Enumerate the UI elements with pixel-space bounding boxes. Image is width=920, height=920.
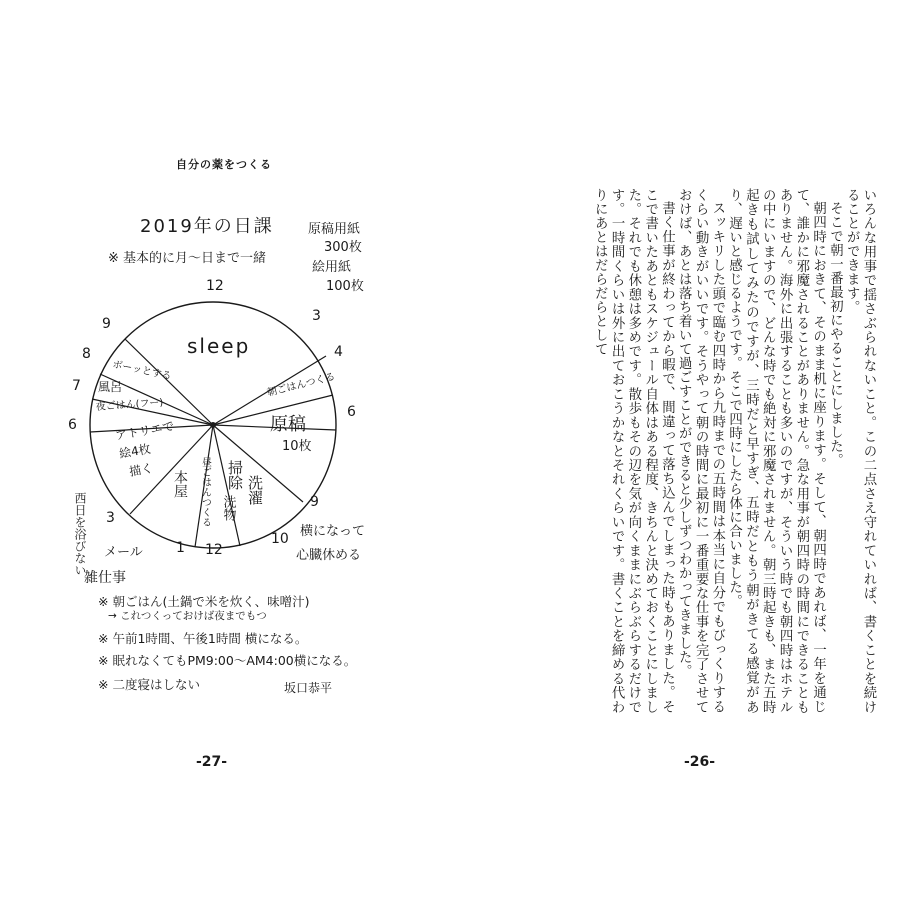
hour-label-10: 10 [271, 531, 289, 547]
note-1: ※ 朝ごはん(土鍋で米を炊く、味噌汁) [98, 594, 310, 609]
segment-bonyari: ボーッとする [111, 359, 173, 383]
body-text-vertical [590, 188, 876, 714]
running-head: 自分の薬をつくる [176, 158, 272, 171]
segment-atelier-3: 描く [128, 460, 155, 479]
quota-manuscript-label: 原稿用紙 [308, 222, 361, 237]
segment-afternoon: 西日を浴びない [73, 492, 87, 576]
hour-label-9-right: 9 [310, 494, 319, 510]
segment-sleep: sleep [187, 334, 251, 358]
hour-label-1: 1 [176, 540, 185, 556]
hour-label-6-right: 6 [347, 404, 356, 420]
quota-drawing-label: 絵用紙 [312, 260, 352, 275]
quota-manuscript-value: 300枚 [324, 240, 362, 255]
hour-label-8: 8 [82, 346, 91, 362]
page-number-26: -26- [684, 754, 716, 770]
segment-dinner: 夜ごはん(フー) [95, 397, 164, 413]
segment-cleaning-1: 掃除 [226, 460, 244, 490]
paragraph-3: 朝四時におきて、そのまま机に座ります。そして、朝四時であれば、一年を通じて、誰かに邪魔されることがありません。急な用事が朝四時の時間にできることもありません。海外に出張することも多いのですが、そういう時でも朝四時はホテルの中にいますので、どんな時でも絶対に邪魔されません。朝三時起きも、また五時起きも試してみたのですが、三時だと早すぎ、五時だともう朝がきてる感覚があり、遅いと感じるようです。そこで四時にしたら体に合いました。 [726, 188, 826, 714]
diagram-title: 2019年の日課 [140, 216, 274, 237]
daily-schedule-diagram [0, 0, 460, 720]
hour-label-3-lower: 3 [106, 510, 115, 526]
paragraph-4: スッキリした頭で臨む四時から九時までの五時間は本当に自分でもびっくりするくらい動きがいいです。そうやって朝の時間に最初に一番重要な仕事を完了させておけば、あとは落ち着いて過ごすことができると少しずつわかってきました。 [676, 188, 725, 714]
segment-atelier-2: 絵4枚 [118, 441, 152, 461]
segment-bath: 風呂 [98, 380, 123, 394]
segment-nap-2: 心臓休める [296, 548, 362, 563]
segment-cleaning-2: 洗濯 [246, 475, 264, 505]
hour-label-4: 4 [334, 344, 343, 360]
segment-misc: メール [104, 545, 143, 560]
quota-drawing-value: 100枚 [326, 279, 364, 294]
note-5: ※ 二度寝はしない [98, 677, 200, 692]
note-4: ※ 眠れなくてもPM9:00〜AM4:00横になる。 [98, 653, 357, 668]
segment-misc-2: 雑仕事 [84, 570, 126, 586]
segment-atelier-1: アトリエで [114, 418, 176, 443]
segment-breakfast: 朝ごはんつくる [266, 371, 337, 399]
segment-lunch: 昼ごはんつくる [199, 457, 211, 527]
segment-cleaning-3: 洗物 [220, 495, 236, 521]
hour-label-7: 7 [72, 378, 81, 394]
paragraph-1: いろんな用事で揺さぶられないこと。この二点さえ守れていれば、書くことを続けることができます。 [844, 188, 876, 714]
page-number-27: -27- [196, 754, 228, 770]
diagram-subtitle: ※ 基本的に月〜日まで一緒 [108, 251, 267, 266]
paragraph-2: そこで朝一番最初にやることにしました。 [827, 201, 843, 468]
note-2: → これつくっておけば夜までもつ [108, 610, 267, 622]
note-3: ※ 午前1時間、午後1時間 横になる。 [98, 631, 308, 646]
hour-label-6-left: 6 [68, 417, 77, 433]
hour-label-12-top: 12 [206, 278, 224, 294]
hour-label-12-bottom: 12 [205, 542, 223, 558]
segment-manuscript-count: 10枚 [282, 439, 312, 454]
hour-label-3-upper: 3 [312, 308, 321, 324]
paragraph-5: 書く仕事が終わってから暇で、間違って落ち込んでしまった時もありました。そこで書いたあともスケジュール自体はある程度、きちんと決めておくことにしました。それでも休憩は多めです。散歩もその辺を気が向くままにぶらぶらするだけです。一時間くらいは外に出ておこうかなとそれくらいです。書くことを締める代わりにあとはだらだらとして [592, 188, 675, 714]
pie-center [210, 422, 216, 428]
signature: 坂口恭平 [284, 681, 333, 695]
hour-label-9-left: 9 [102, 316, 111, 332]
segment-nap: 横になって [300, 524, 366, 539]
segment-study: 本屋 [172, 470, 188, 498]
segment-manuscript: 原稿 [270, 414, 306, 435]
